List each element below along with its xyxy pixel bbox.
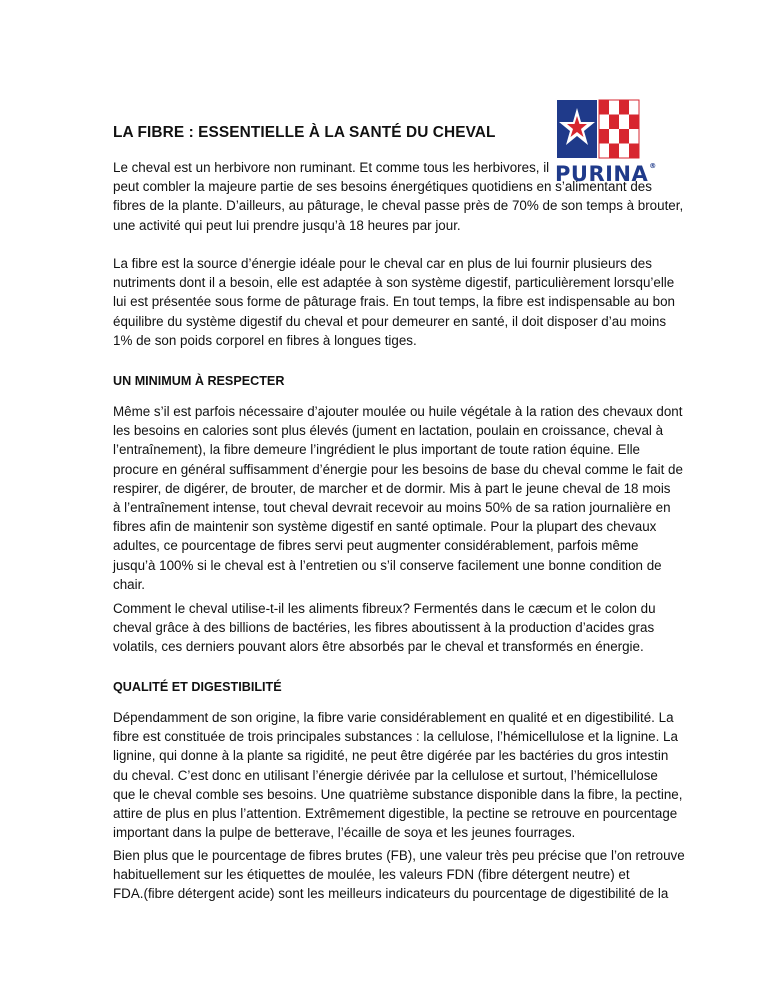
text-line: peut combler la majeure partie de ses besoins énergétiques quotidiens en s’alimentant des (113, 179, 652, 195)
text-line: lignine, qui donne à la plante sa rigidité, ne peut être digérée par les bactéries du gros intestin (113, 748, 669, 764)
text-line: équilibre du système digestif du cheval et pour demeurer en santé, il doit disposer d’au moins (113, 313, 667, 329)
text-line: jusqu’à 100% si le cheval est à l’entretien ou s’il conserve facilement une bonne condition de (113, 557, 662, 573)
text-line: habituellement sur les étiquettes de moulée, les valeurs FDN (fibre détergent neutre) et (113, 867, 630, 883)
text-line: l’entraînement), la fibre demeure l’ingrédient le plus important de toute ration équine. Elle (113, 442, 641, 458)
text-line: fibre est constituée de trois principales substances : la cellulose, l’hémicellulose et la lignine. La (113, 729, 678, 745)
text-line: attire de plus en plus l’attention. Extrêmement digestible, la pectine se retrouve en pourcentage (113, 806, 678, 822)
document-title: LA FIBRE : ESSENTIELLE À LA SANTÉ DU CHEVAL (113, 124, 496, 141)
text-line: volatils, ces derniers pouvant alors être absorbés par le cheval et transformés en énergie. (113, 639, 644, 655)
text-line: que le cheval comble ses besoins. Une quatrième substance disponible dans la fibre, la pectine, (113, 786, 683, 802)
text-line: Comment le cheval utilise-t-il les aliments fibreux? Fermentés dans le cæcum et le colon du (113, 601, 656, 616)
text-line: adultes, ce pourcentage de fibres servi peut augmenter considérablement, parfois même (113, 538, 639, 554)
section1-paragraph-2 (113, 599, 661, 657)
text-line: Même s’il est parfois nécessaire d’ajouter moulée ou huile végétale à la ration des chevaux dont (113, 404, 683, 419)
intro-paragraph-2 (113, 254, 675, 350)
text-line: FDA.(fibre détergent acide) sont les meilleurs indicateurs du pourcentage de digestibilité de la (113, 886, 669, 902)
text-line: une activité qui peut lui prendre jusqu’à 18 heures par jour. (113, 217, 461, 233)
text-line: 1% de son poids corporel en fibres à longues tiges. (113, 332, 417, 348)
intro-paragraph-1 (113, 158, 684, 235)
text-line: procure en général suffisamment d’énergie pour les besoins de base du cheval comme le fait de (113, 461, 683, 477)
text-line: du cheval. C’est donc en utilisant l’énergie dérivée par la cellulose et surtout, l’hémicellulose (113, 767, 658, 783)
text-line: les besoins en calories sont plus élevés (jument en lactation, poulain en croissance, cheval à (113, 423, 664, 439)
text-line: à l’entraînement intense, tout cheval devrait recevoir au moins 50% de sa ration journalière en (113, 500, 671, 516)
registered-mark: ® (649, 162, 657, 170)
text-line: nutriments dont il a besoin, elle est adaptée à son système digestif, particulièrement lorsqu’elle (113, 275, 675, 291)
text-line: chair. (113, 576, 146, 592)
section1-paragraph-1 (113, 402, 683, 594)
text-line: La fibre est la source d’énergie idéale pour le cheval car en plus de lui fournir plusieurs des (113, 256, 652, 271)
text-line: Dépendamment de son origine, la fibre varie considérablement en qualité et en digestibilité. La (113, 710, 674, 725)
section-heading-qualite: QUALITÉ ET DIGESTIBILITÉ (113, 680, 282, 694)
section2-paragraph-1 (113, 708, 683, 842)
text-line: cheval grâce à des billions de bactéries, les fibres aboutissent à la production d’acides gras (113, 620, 655, 636)
text-line: Bien plus que le pourcentage de fibres brutes (FB), une valeur très peu précise que l’on retrouve (113, 848, 685, 863)
text-line: fibres afin de maintenir son système digestif en santé optimale. Pour la plupart des chevaux (113, 519, 657, 535)
text-line: lui est présentée sous forme de pâturage frais. En tout temps, la fibre est indispensable au bon (113, 294, 675, 310)
text-line: respirer, de digérer, de brouter, de marcher et de dormir. Mis à part le jeune cheval de 18 mois (113, 480, 671, 496)
section-heading-minimum: UN MINIMUM À RESPECTER (113, 374, 285, 388)
logo-wordmark: PURINA (555, 162, 649, 186)
section2-paragraph-2 (113, 846, 685, 904)
text-line: Le cheval est un herbivore non ruminant. Et comme tous les herbivores, il (113, 160, 550, 175)
checkerboard-icon (555, 98, 643, 162)
text-line: important dans la pulpe de betterave, l’écaille de soya et les jeunes fourrages. (113, 825, 576, 841)
text-line: fibres de la plante. D’ailleurs, au pâturage, le cheval passe près de 70% de son temps à brouter, (113, 198, 684, 214)
